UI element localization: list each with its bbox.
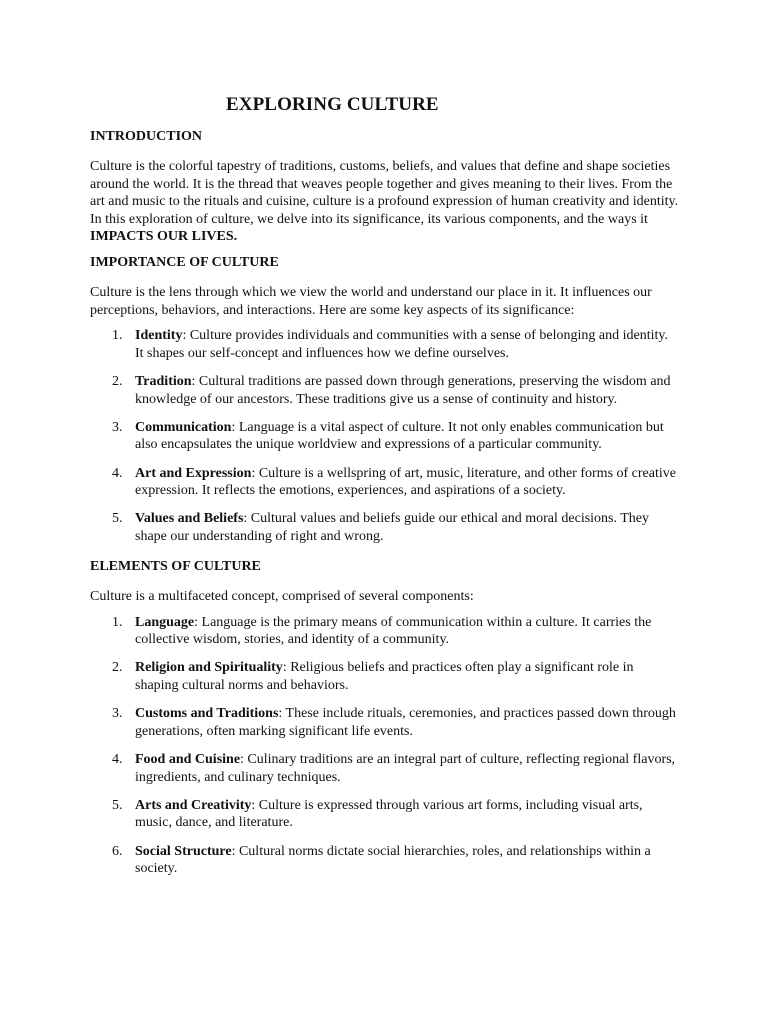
importance-intro: Culture is the lens through which we view the world and understand our place in it. It influences our perceptions, behaviors, and interactions. Here are some key aspects of its significance: — [90, 284, 652, 318]
list-item-number: 5. — [112, 797, 123, 813]
document-title: EXPLORING CULTURE — [226, 94, 439, 115]
list-item-number: 4. — [112, 752, 123, 767]
importance-heading: IMPORTANCE OF CULTURE — [90, 254, 279, 270]
list-item-text: : These include rituals, ceremonies, and practices passed down through generations, often marking significant life events. — [135, 706, 676, 739]
list-item-number: 1. — [112, 328, 123, 344]
list-item-text: : Religious beliefs and practices often play a significant role in shaping cultural norms and behaviors. — [135, 660, 634, 694]
list-item — [90, 419, 680, 454]
list-item-number: 4. — [112, 465, 123, 481]
list-item — [90, 465, 680, 500]
list-item-term: Language — [135, 614, 195, 630]
list-item-term: Values and Beliefs — [135, 511, 244, 527]
list-item-term: Communication — [135, 419, 232, 435]
list-item — [90, 705, 680, 740]
document-content — [90, 90, 680, 888]
introduction-paragraph — [90, 158, 680, 246]
list-item-number: 3. — [112, 419, 123, 435]
list-item-term: Customs and Traditions — [135, 706, 279, 722]
list-item — [90, 843, 680, 878]
list-item-text: : Cultural traditions are passed down through generations, preserving the wisdom and knowledge of our ancestors. These traditions give us a sense of continuity and history. — [135, 373, 671, 407]
list-item-number: 2. — [112, 373, 123, 389]
introduction-emphasis: IMPACTS OUR LIVES. — [90, 229, 238, 245]
list-item-term: Religion and Spirituality — [135, 660, 283, 676]
list-item-text: : Language is the primary means of communication within a culture. It carries the collective wisdom, stories, and identity of a community. — [135, 614, 652, 648]
list-item — [90, 659, 680, 694]
list-item-text: : Culture provides individuals and communities with a sense of belonging and identity. It shapes our self-concept and influences how we define ourselves. — [135, 328, 668, 361]
list-item-text: : Language is a vital aspect of culture. It not only enables communication but also encapsulates the unique worldview and expressions of a particular community. — [135, 419, 664, 453]
list-item — [90, 510, 680, 545]
elements-list — [90, 614, 680, 878]
list-item-term: Arts and Creativity — [135, 797, 252, 813]
list-item-term: Food and Cuisine — [135, 752, 241, 767]
list-item — [90, 373, 680, 408]
list-item — [90, 327, 680, 362]
elements-heading: ELEMENTS OF CULTURE — [90, 559, 261, 575]
list-item-text: : Cultural values and beliefs guide our ethical and moral decisions. They shape our understanding of right and wrong. — [135, 511, 650, 544]
importance-list — [90, 327, 680, 545]
list-item-text: : Cultural norms dictate social hierarchies, roles, and relationships within a society. — [135, 843, 651, 877]
list-item-term: Art and Expression — [135, 465, 252, 481]
list-item — [90, 751, 680, 786]
list-item — [90, 614, 680, 649]
list-item-number: 2. — [112, 660, 123, 676]
introduction-heading: INTRODUCTION — [90, 129, 203, 144]
list-item-text: : Culture is a wellspring of art, music, literature, and other forms of creative expression. It reflects the emotions, experiences, and aspirations of a society. — [135, 465, 676, 499]
list-item-text: : Culture is expressed through various art forms, including visual arts, music, dance, and literature. — [135, 797, 643, 831]
elements-intro: Culture is a multifaceted concept, comprised of several components: — [90, 589, 474, 605]
list-item-term: Social Structure — [135, 843, 232, 859]
list-item-term: Identity — [135, 328, 183, 344]
list-item-text: : Culinary traditions are an integral part of culture, reflecting regional flavors, ingredients, and culinary techniques. — [135, 752, 676, 785]
list-item-term: Tradition — [135, 373, 192, 389]
list-item-number: 6. — [112, 843, 123, 859]
list-item-number: 1. — [112, 614, 123, 630]
list-item-number: 3. — [112, 706, 123, 722]
list-item — [90, 797, 680, 832]
list-item-number: 5. — [112, 511, 123, 527]
introduction-text: Culture is the colorful tapestry of traditions, customs, beliefs, and values that define and shape societies around the world. It is the thread that weaves people together and gives meaning to their lives. From the art and music to the rituals and cuisine, culture is a profound expression of human creativity and identity. In this exploration of culture, we delve into its significance, its various components, and the ways it — [90, 159, 679, 227]
